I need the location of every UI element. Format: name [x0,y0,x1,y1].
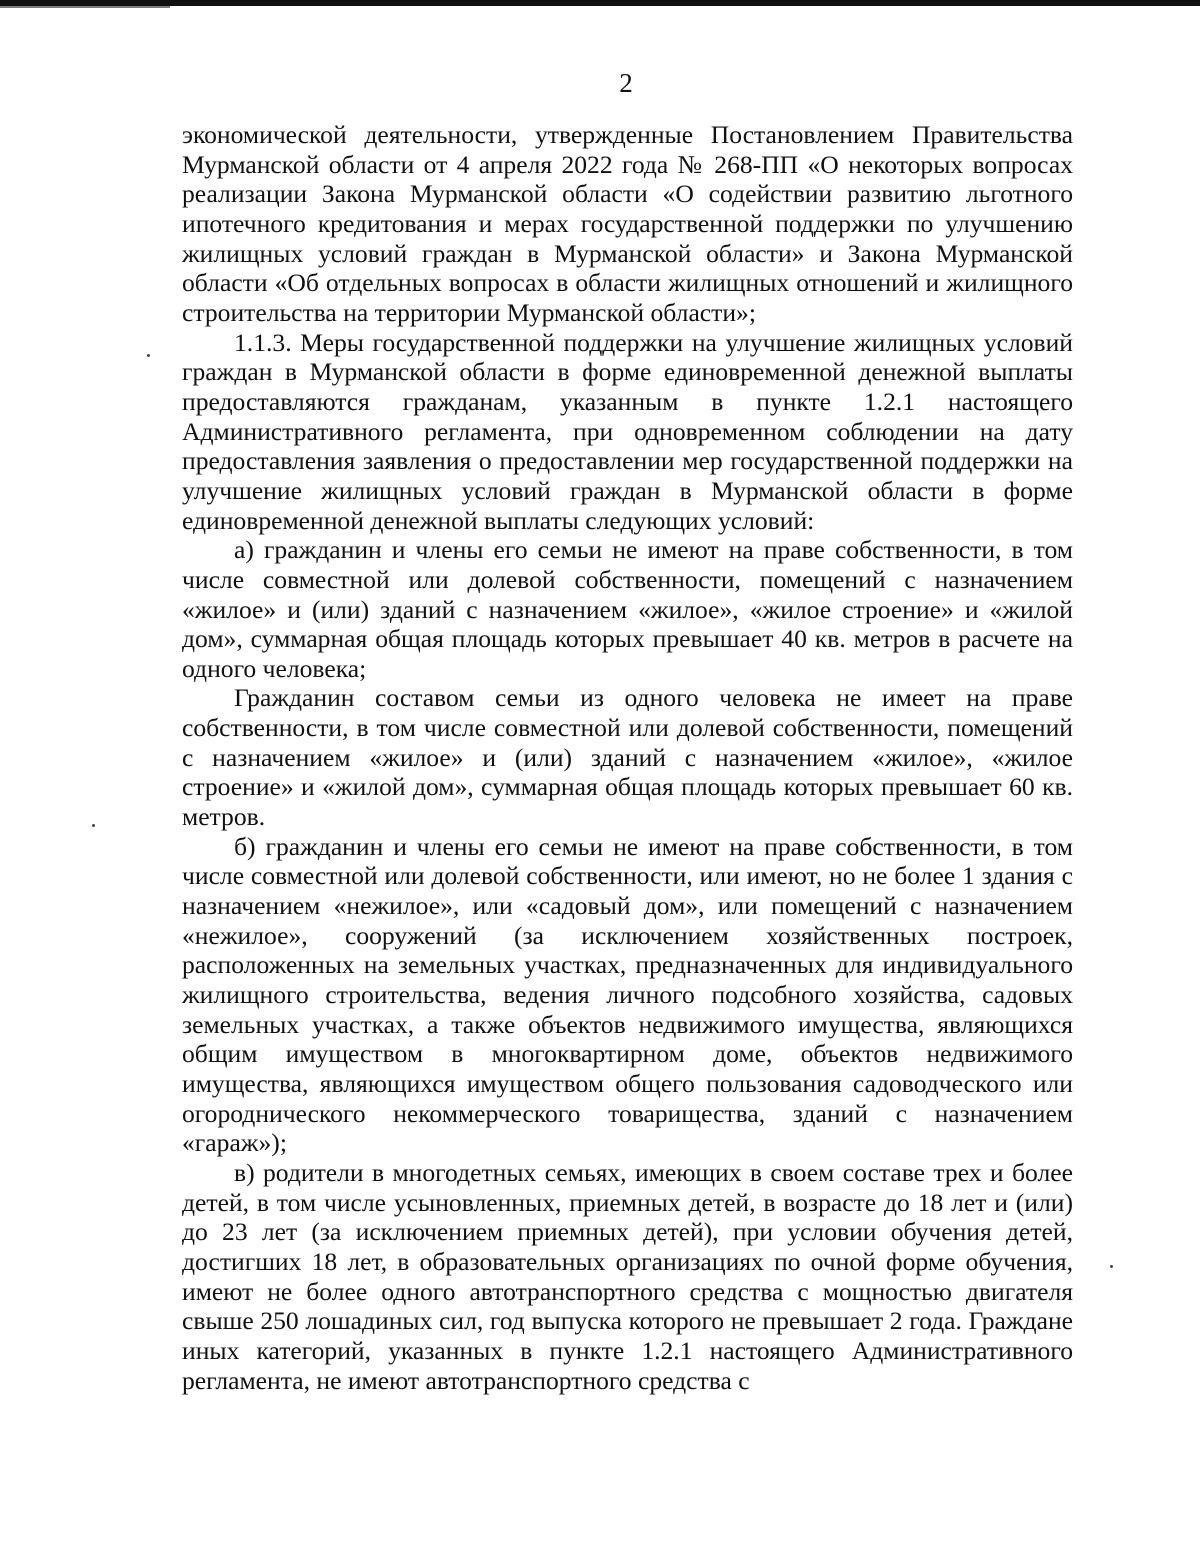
scan-speck [92,824,95,827]
page-number: 2 [619,68,633,98]
top-edge-rule [0,0,1200,6]
scan-speck [1110,1265,1113,1268]
paragraph-single-citizen: Гражданин составом семьи из одного человека не имеет на праве собственности, в том числе совместной или долевой собственности, помещений с назначением «жилое» и (или) зданий с назначением «жилое», «жилое строение» и «жилой дом», суммарная общая площадь которых превышает 60 кв. метров. [182,683,1073,832]
paragraph-condition-a: а) гражданин и члены его семьи не имеют на праве собственности, в том числе совместной или долевой собственности, помещений с назначением «жилое» и (или) зданий с назначением «жилое», «жилое строение» и «жилой дом», суммарная общая площадь которых превышает 40 кв. метров в расчете на одного человека; [182,535,1073,683]
paragraph-condition-v: в) родители в многодетных семьях, имеющих в своем составе трех и более детей, в том числе усыновленных, приемных детей, в возрасте до 18 лет и (или) до 23 лет (за исключением приемных детей), при условии обучения детей, достигших 18 лет, в образовательных организациях по очной форме обучения, имеют не более одного автотранспортного средства с мощностью двигателя свыше 250 лошадиных сил, год выпуска которого не превышает 2 года. Граждане иных категорий, указанных в пункте 1.2.1 настоящего Административного регламента, не имеют автотранспортного средства с [182,1157,1073,1395]
scan-speck [147,354,150,357]
paragraph-1-1-3: 1.1.3. Меры государственной поддержки на улучшение жилищных условий граждан в Мурманской области в форме единовременной денежной выплаты предоставляются гражданам, указанным в пункте 1.2.1 настоящего Административного регламента, при одновременном соблюдении на дату предоставления заявления о предоставлении мер государственной поддержки на улучшение жилищных условий граждан в Мурманской области в форме единовременной денежной выплаты следующих условий: [182,327,1073,535]
document-body [182,120,1073,1395]
top-edge-rule-shadow [0,6,170,8]
paragraph-condition-b: б) гражданин и члены его семьи не имеют на праве собственности, в том числе совместной или долевой собственности, или имеют, но не более 1 здания с назначением «нежилое», или «садовый дом», или помещений с назначением «нежилое», сооружений (за исключением хозяйственных построек, расположенных на земельных участках, предназначенных для индивидуального жилищного строительства, ведения личного подсобного хозяйства, садовых земельных участках, а также объектов недвижимого имущества, являющихся общим имуществом в многоквартирном доме, объектов недвижимого имущества, являющихся имуществом общего пользования садоводческого или огороднического некоммерческого товарищества, зданий с назначением «гараж»); [182,831,1073,1158]
paragraph-continuation: экономической деятельности, утвержденные Постановлением Правительства Мурманской области от 4 апреля 2022 года № 268-ПП «О некоторых вопросах реализации Закона Мурманской области «О содействии развитию льготного ипотечного кредитования и мерах государственной поддержки по улучшению жилищных условий граждан в Мурманской области» и Закона Мурманской области «Об отдельных вопросах в области жилищных отношений и жилищного строительства на территории Мурманской области»; [182,120,1073,327]
